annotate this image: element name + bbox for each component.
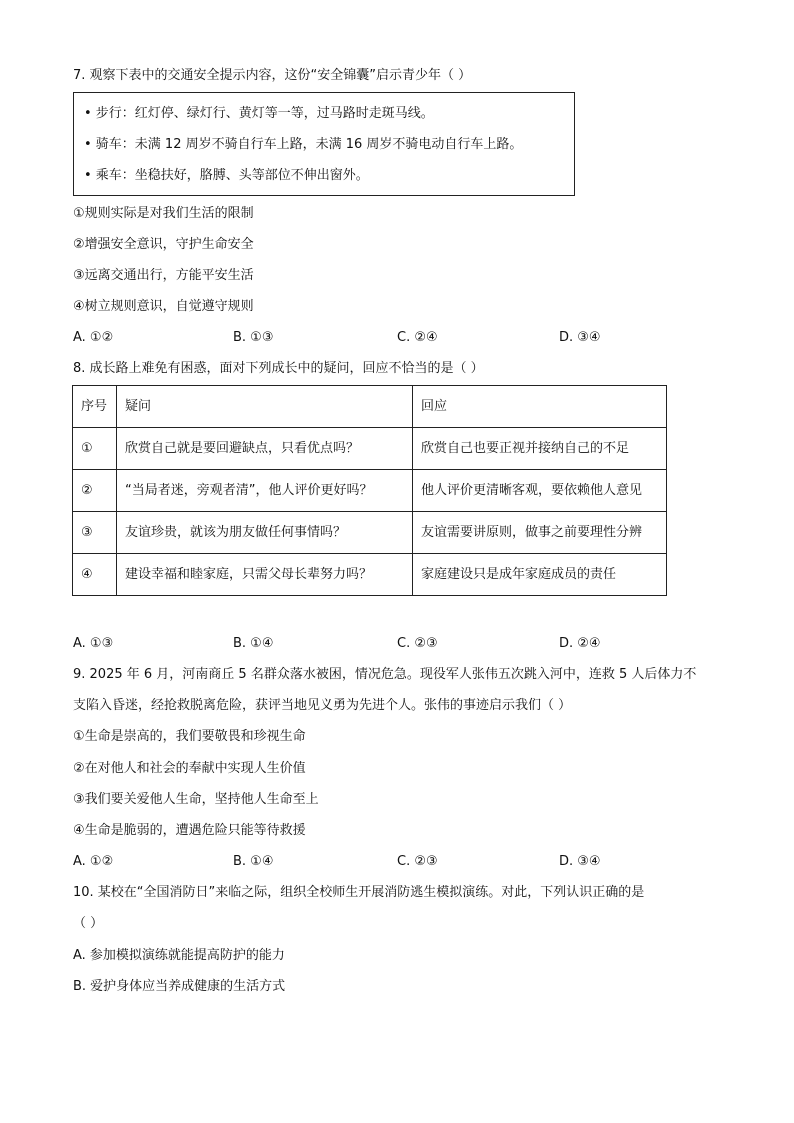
table-cell: 友谊珍贵，就该为朋友做任何事情吗？: [117, 512, 413, 554]
table-cell: 建设幸福和睦家庭，只需父母长辈努力吗？: [117, 554, 413, 596]
q9-stem-line-2: 支陷入昏迷，经抢救脱离危险，获评当地见义勇为先进个人。张伟的事迹启示我们（ ）: [73, 698, 572, 713]
q10-stem-line-1: 10. 某校在“全国消防日”来临之际，组织全校师生开展消防逃生模拟演练。对此，下列认识正确的是: [73, 885, 645, 900]
q9-options: [73, 853, 753, 871]
table-row: [73, 470, 667, 512]
q9-statement-3: ③我们要关爱他人生命，坚持他人生命至上: [73, 792, 319, 807]
q7-tips-box: [73, 92, 575, 196]
q8-options: [73, 635, 753, 653]
q7-stem: 7. 观察下表中的交通安全提示内容，这份“安全锦囊”启示青少年（ ）: [73, 68, 472, 83]
table-row: [73, 512, 667, 554]
q8-option-a[interactable]: A. ①③: [73, 636, 114, 651]
q9-stem-line-1: 9. 2025 年 6 月，河南商丘 5 名群众落水被困，情况危急。现役军人张伟五次跳入河中，连救 5 人后体力不: [73, 667, 697, 682]
q9-option-a[interactable]: A. ①②: [73, 854, 114, 869]
q9-statement-1: ①生命是崇高的，我们要敬畏和珍视生命: [73, 729, 306, 744]
table-cell: “当局者迷，旁观者清”，他人评价更好吗？: [117, 470, 413, 512]
header-cell-index: 序号: [73, 386, 117, 428]
q9-option-b[interactable]: B. ①④: [233, 854, 274, 869]
table-cell: ②: [73, 470, 117, 512]
q7-statement-4: ④树立规则意识，自觉遵守规则: [73, 299, 254, 314]
q7-tip-walking: • 步行：红灯停、绿灯行、黄灯等一等，过马路时走斑马线。: [84, 106, 434, 121]
q7-statement-1: ①规则实际是对我们生活的限制: [73, 206, 254, 221]
q8-option-c[interactable]: C. ②③: [397, 636, 438, 651]
table-row: [73, 554, 667, 596]
q9-option-c[interactable]: C. ②③: [397, 854, 438, 869]
table-cell: 友谊需要讲原则，做事之前要理性分辨: [413, 512, 667, 554]
table-cell: 他人评价更清晰客观，要依赖他人意见: [413, 470, 667, 512]
table-row: [73, 428, 667, 470]
q8-option-b[interactable]: B. ①④: [233, 636, 274, 651]
q9-statement-4: ④生命是脆弱的，遭遇危险只能等待救援: [73, 823, 306, 838]
q7-option-c[interactable]: C. ②④: [397, 330, 438, 345]
q7-options: [73, 329, 753, 347]
q9-option-d[interactable]: D. ③④: [559, 854, 601, 869]
q7-statement-2: ②增强安全意识，守护生命安全: [73, 237, 254, 252]
header-cell-question: 疑问: [117, 386, 413, 428]
header-cell-response: 回应: [413, 386, 667, 428]
q7-statement-3: ③远离交通出行，方能平安生活: [73, 268, 254, 283]
table-cell: ③: [73, 512, 117, 554]
q8-table: [72, 385, 667, 596]
q10-choice-b[interactable]: B. 爱护身体应当养成健康的生活方式: [73, 979, 286, 994]
q7-option-b[interactable]: B. ①③: [233, 330, 274, 345]
q10-stem-line-2: （ ）: [73, 916, 104, 931]
table-header-row: [73, 386, 667, 428]
q8-stem: 8. 成长路上难免有困惑，面对下列成长中的疑问，回应不恰当的是（ ）: [73, 361, 484, 376]
q7-tip-cycling: • 骑车：未满 12 周岁不骑自行车上路，未满 16 周岁不骑电动自行车上路。: [84, 137, 523, 152]
table-cell: 家庭建设只是成年家庭成员的责任: [413, 554, 667, 596]
q10-choice-a[interactable]: A. 参加模拟演练就能提高防护的能力: [73, 948, 285, 963]
q9-statement-2: ②在对他人和社会的奉献中实现人生价值: [73, 761, 306, 776]
table-cell: ④: [73, 554, 117, 596]
q7-option-a[interactable]: A. ①②: [73, 330, 114, 345]
q7-option-d[interactable]: D. ③④: [559, 330, 601, 345]
q7-tip-riding: • 乘车：坐稳扶好，胳膊、头等部位不伸出窗外。: [84, 168, 369, 183]
table-cell: 欣赏自己也要正视并接纳自己的不足: [413, 428, 667, 470]
table-cell: 欣赏自己就是要回避缺点，只看优点吗？: [117, 428, 413, 470]
table-cell: ①: [73, 428, 117, 470]
q8-option-d[interactable]: D. ②④: [559, 636, 601, 651]
